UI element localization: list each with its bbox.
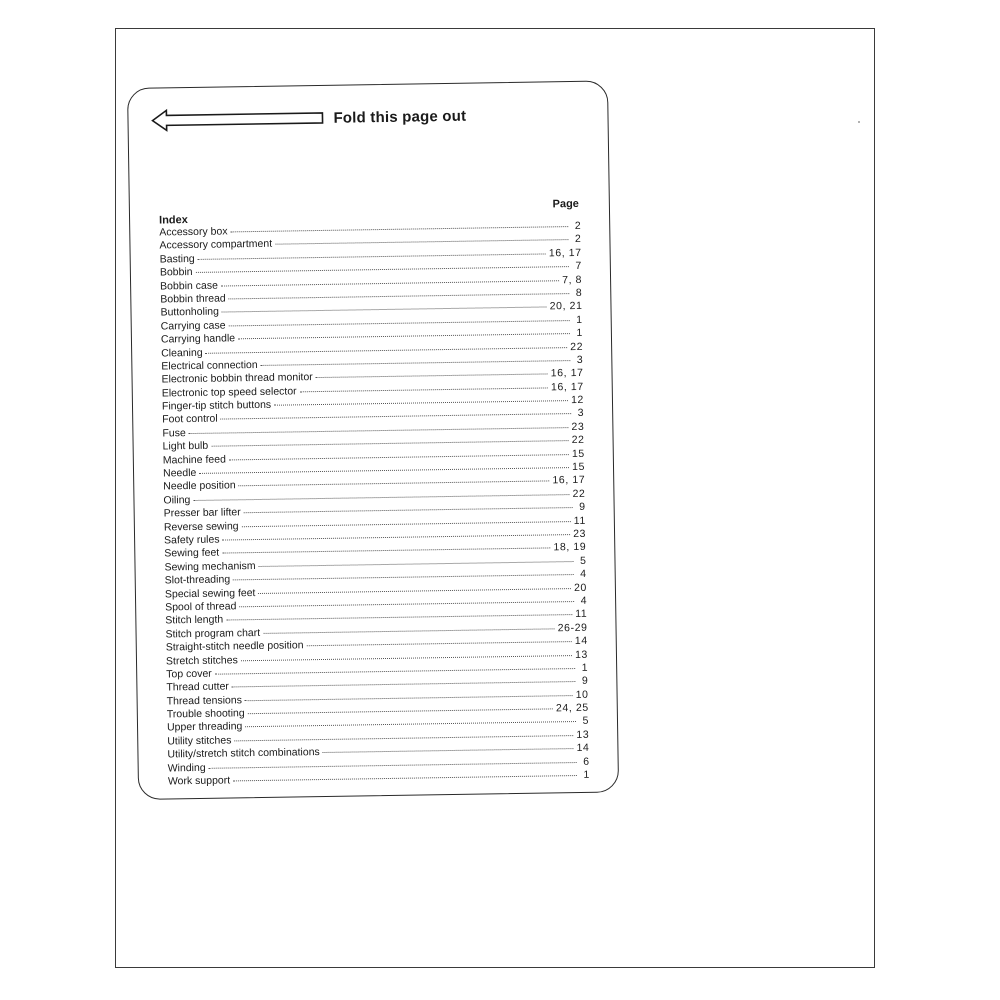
- left-arrow-icon: [150, 106, 325, 133]
- index-entry-label: Needle: [162, 466, 197, 480]
- index-entry-page: 12: [570, 393, 585, 407]
- dot-leader: [233, 775, 577, 781]
- index-entry-label: Upper threading: [166, 720, 243, 734]
- dot-leader: [226, 614, 572, 620]
- dot-leader: [221, 414, 572, 421]
- dot-leader: [245, 695, 573, 701]
- dot-leader: [232, 681, 576, 687]
- index-entry-page: 16, 17: [550, 367, 584, 380]
- index-entry-page: 20, 21: [549, 300, 583, 313]
- index-entry-page: 22: [571, 434, 585, 447]
- dot-leader: [198, 253, 546, 259]
- index-entry-page: 14: [574, 634, 588, 648]
- dot-leader: [211, 440, 569, 447]
- index-entry-page: 4: [580, 594, 588, 607]
- index-entry-page: 10: [575, 688, 589, 701]
- index-entry-label: Safety rules: [164, 533, 220, 547]
- index-entry-page: 26-29: [557, 621, 588, 635]
- index-entry-label: Bobbin: [159, 266, 193, 279]
- index-entry-label: Top cover: [166, 667, 212, 681]
- dot-leader: [229, 320, 570, 326]
- dot-leader: [275, 239, 568, 245]
- index-entry-label: Winding: [167, 761, 206, 775]
- dot-leader: [209, 762, 577, 769]
- index-entry-label: Oiling: [163, 493, 191, 507]
- dot-leader: [231, 226, 569, 232]
- index-entry-page: 16, 17: [550, 380, 584, 394]
- index-entry-page: 1: [576, 313, 583, 326]
- dot-leader: [323, 748, 574, 753]
- index-entry-label: Carrying case: [160, 319, 226, 333]
- index-entry-page: 15: [572, 460, 586, 474]
- index-entry-page: 6: [583, 755, 590, 768]
- index-entry-page: 22: [570, 340, 584, 353]
- index-list: [159, 220, 590, 789]
- index-entry-label: Fuse: [162, 426, 186, 440]
- index-entry-page: 7, 8: [562, 273, 583, 286]
- index-section: [159, 198, 590, 789]
- dot-leader: [199, 467, 569, 474]
- index-entry-page: 11: [575, 608, 588, 621]
- index-entry-page: 9: [581, 675, 589, 688]
- index-entry-label: Slot-threading: [164, 573, 231, 587]
- index-entry-page: 1: [581, 661, 589, 674]
- dot-leader: [189, 427, 569, 434]
- dot-leader: [222, 307, 547, 313]
- index-entry-label: Electronic top speed selector: [161, 385, 297, 400]
- index-entry-page: 13: [574, 648, 589, 661]
- index-entry-label: Thread tensions: [166, 693, 243, 708]
- dot-leader: [229, 454, 569, 460]
- index-entry-page: 13: [576, 728, 590, 741]
- dot-leader: [307, 641, 572, 646]
- dot-leader: [239, 481, 550, 487]
- dot-leader: [259, 561, 574, 567]
- dot-leader: [245, 721, 576, 727]
- index-entry-label: Stitch program chart: [165, 626, 261, 641]
- dot-leader: [193, 494, 569, 501]
- index-entry-label: Basting: [159, 252, 195, 266]
- index-entry-label: Finger-tip stitch buttons: [161, 398, 272, 413]
- dot-leader: [316, 374, 548, 379]
- index-entry-page: 3: [577, 407, 585, 420]
- index-entry-label: Stitch length: [165, 613, 224, 627]
- dot-leader: [263, 628, 555, 634]
- index-entry-label: Special sewing feet: [164, 586, 256, 601]
- index-entry-label: Cleaning: [161, 346, 203, 360]
- index-entry-label: Buttonholing: [160, 305, 220, 319]
- index-entry-page: 2: [574, 233, 582, 246]
- index-entry-label: Machine feed: [162, 453, 226, 467]
- index-entry-page: 15: [571, 447, 585, 460]
- index-entry-label: Bobbin thread: [160, 292, 226, 306]
- index-entry-label: Spool of thread: [165, 600, 237, 614]
- index-card: [127, 80, 619, 799]
- index-entry-page: 1: [583, 768, 590, 781]
- index-entry-page: 16, 17: [552, 474, 586, 487]
- index-entry-label: Needle position: [163, 479, 236, 493]
- index-entry-page: 22: [572, 487, 586, 500]
- index-entry-page: 23: [573, 527, 587, 541]
- index-entry-page: 14: [576, 742, 590, 755]
- index-entry-label: Straight-stitch needle position: [165, 639, 304, 654]
- dot-leader: [244, 507, 573, 513]
- index-entry-label: Electrical connection: [161, 358, 258, 373]
- index-entry-label: Trouble shooting: [166, 707, 245, 721]
- index-entry-page: 3: [576, 353, 584, 366]
- fold-instruction: [150, 104, 466, 133]
- index-entry-label: Stretch stitches: [165, 653, 238, 667]
- dot-leader: [274, 400, 568, 406]
- index-entry-page: 2: [574, 219, 582, 232]
- index-entry-page: 5: [579, 554, 587, 567]
- index-entry-page: 20: [573, 581, 587, 594]
- index-entry-label: Utility stitches: [167, 734, 232, 748]
- index-entry-page: 16, 17: [548, 246, 582, 260]
- index-entry-label: Foot control: [162, 413, 218, 426]
- index-entry-page: 11: [573, 514, 586, 527]
- dot-leader: [223, 534, 571, 540]
- fold-title: Fold this page out: [333, 107, 467, 127]
- scan-speck: [858, 121, 860, 123]
- dot-leader: [261, 360, 571, 366]
- index-title: Index: [158, 214, 188, 227]
- index-entry-page: 23: [571, 420, 585, 433]
- index-entry-page: 4: [580, 567, 587, 581]
- index-entry-label: Electronic bobbin thread monitor: [161, 371, 313, 386]
- dot-leader: [229, 293, 570, 299]
- dot-leader: [215, 668, 575, 675]
- dot-leader: [300, 387, 548, 392]
- index-entry-label: Sewing mechanism: [164, 559, 256, 574]
- index-entry-page: 1: [576, 326, 583, 340]
- index-entry-label: Carrying handle: [160, 332, 236, 346]
- dot-leader: [206, 347, 568, 354]
- index-entry-page: 7: [575, 260, 582, 273]
- index-entry-page: 24, 25: [555, 701, 589, 715]
- index-entry-label: Presser bar lifter: [163, 506, 241, 520]
- index-entry-page: 8: [575, 286, 583, 299]
- index-entry-label: Utility/stretch stitch combinations: [167, 746, 320, 761]
- dot-leader: [222, 548, 550, 554]
- index-entry-label: Work support: [167, 774, 231, 788]
- dot-leader: [233, 574, 574, 580]
- dot-leader: [238, 333, 570, 339]
- index-entry-page: 9: [579, 501, 586, 514]
- dot-leader: [258, 588, 571, 594]
- index-entry-page: 5: [582, 715, 590, 728]
- index-entry-page: 18, 19: [553, 541, 587, 554]
- dot-leader: [241, 655, 572, 661]
- index-entry-label: Sewing feet: [164, 546, 220, 560]
- dot-leader: [248, 708, 553, 714]
- dot-leader: [242, 521, 571, 527]
- index-entry-label: Reverse sewing: [163, 519, 239, 534]
- index-entry-label: Accessory box: [159, 225, 228, 239]
- dot-leader: [221, 280, 559, 286]
- index-entry-label: Thread cutter: [166, 680, 229, 694]
- index-entry-label: Accessory compartment: [159, 238, 273, 252]
- page-column-heading: Page: [552, 197, 579, 211]
- dot-leader: [196, 266, 569, 273]
- dot-leader: [239, 601, 574, 607]
- dot-leader: [234, 735, 573, 741]
- index-entry-label: Light bulb: [162, 440, 209, 453]
- index-entry-label: Bobbin case: [160, 279, 218, 293]
